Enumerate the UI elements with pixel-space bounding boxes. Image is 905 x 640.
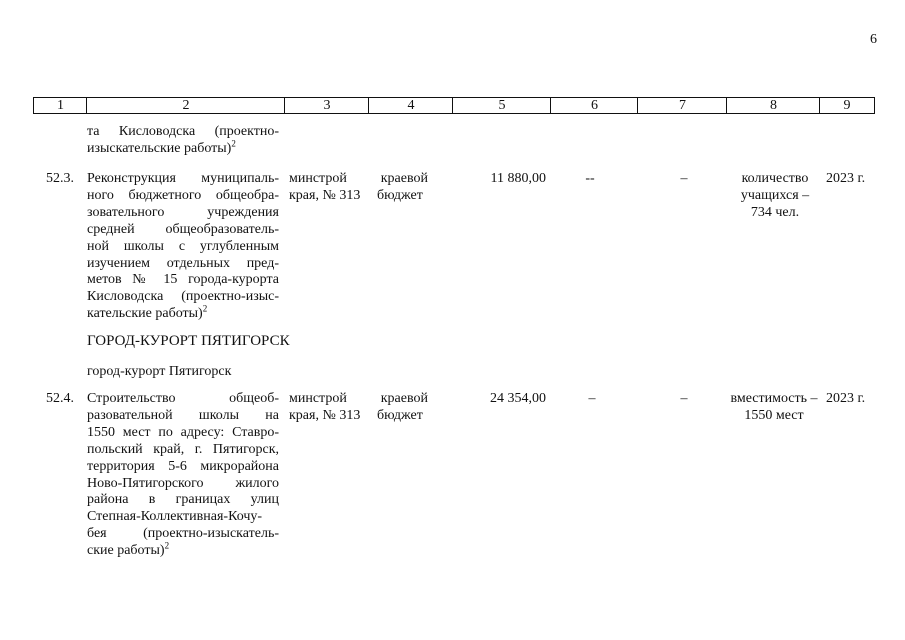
object-name-line-last: ские работы)$^2$ (87, 540, 170, 559)
capacity-line: 734 чел. (750, 204, 800, 220)
continuation-line-last: изыскательские работы)$^2$ (87, 138, 236, 156)
capacity (722, 391, 826, 425)
object-name (87, 391, 279, 560)
footnote-marker: 2 (164, 540, 170, 551)
header-cell-2: 2 (86, 97, 285, 114)
subsection-title: город-курорт Пятигорск (87, 364, 232, 379)
funding-source-line: бюджет (377, 407, 423, 423)
header-cell-7: 7 (637, 97, 727, 114)
capacity-line: количество (741, 171, 809, 186)
col6-value: -- (585, 171, 595, 186)
object-name-line: Ново-Пятигорского жилого (87, 475, 279, 491)
footnote-marker: 2 (202, 303, 208, 314)
object-name-line: бея (проектно-изыскатель- (87, 526, 279, 542)
year: 2023 г. (826, 391, 866, 406)
object-name-line: польский край, г. Пятигорск, (87, 441, 279, 457)
funding-source (377, 391, 428, 425)
header-cell-3: 3 (284, 97, 369, 114)
capacity (722, 171, 828, 222)
funding-source-line: краевой (380, 171, 428, 186)
object-name-line-last: кательские работы)$^2$ (87, 303, 208, 322)
object-name-line: разовательной школы на (87, 407, 279, 423)
header-cell-4: 4 (368, 97, 453, 114)
object-name-line: Кисловодска (проектно-изыс- (87, 289, 279, 305)
header-cell-9: 9 (819, 97, 875, 114)
header-cell-8: 8 (726, 97, 820, 114)
funding-source-line: краевой (380, 391, 428, 406)
funding-source-line: бюджет (377, 187, 423, 203)
executor (289, 171, 360, 205)
header-cell-6: 6 (550, 97, 638, 114)
object-name-line: средней общеобразователь- (87, 221, 279, 237)
year: 2023 г. (826, 171, 866, 186)
capacity-line: учащихся – (740, 187, 810, 203)
object-name-line: территория 5-6 микрорайона (87, 458, 279, 474)
page-number: 6 (870, 32, 877, 47)
executor (289, 391, 360, 425)
object-name (87, 171, 279, 323)
object-name-line: ного бюджетного общеобра- (87, 187, 279, 203)
header-cell-1: 1 (33, 97, 87, 114)
capacity-line: 1550 мест (744, 407, 804, 423)
col7-value: – (680, 171, 688, 186)
amount: 24 354,00 (490, 391, 546, 406)
section-title: ГОРОД-КУРОРТ ПЯТИГОРСК (87, 333, 290, 349)
executor-line: минстрой (289, 391, 347, 406)
amount: 11 880,00 (490, 171, 546, 186)
object-name-line: района в границах улиц (87, 492, 279, 508)
col6-value: – (588, 391, 596, 406)
object-name-line: Реконструкция муниципаль- (87, 171, 279, 186)
object-name-line: метов № 15 города-курорта (87, 272, 279, 288)
executor-line: края, № 313 (289, 407, 361, 423)
capacity-line: вместимость – (730, 391, 818, 406)
continuation-line: та Кисловодска (проектно- (87, 124, 279, 139)
object-name-line: Степная-Коллективная-Кочу- (87, 509, 263, 525)
header-cell-5: 5 (452, 97, 551, 114)
col7-value: – (680, 391, 688, 406)
funding-source (377, 171, 428, 205)
row-number: 52.4. (46, 391, 74, 406)
executor-line: края, № 313 (289, 187, 361, 203)
executor-line: минстрой (289, 171, 347, 186)
object-name-line: 1550 мест по адресу: Ставро- (87, 424, 279, 440)
object-name-line: зовательного учреждения (87, 204, 279, 220)
footnote-marker: 2 (231, 138, 236, 149)
continuation-text (87, 124, 279, 158)
object-name-line: изучением отдельных пред- (87, 255, 279, 271)
table-header-row (33, 97, 875, 114)
object-name-line: ной школы с углубленным (87, 238, 279, 254)
object-name-line: Строительство общеоб- (87, 391, 279, 406)
row-number: 52.3. (46, 171, 74, 186)
